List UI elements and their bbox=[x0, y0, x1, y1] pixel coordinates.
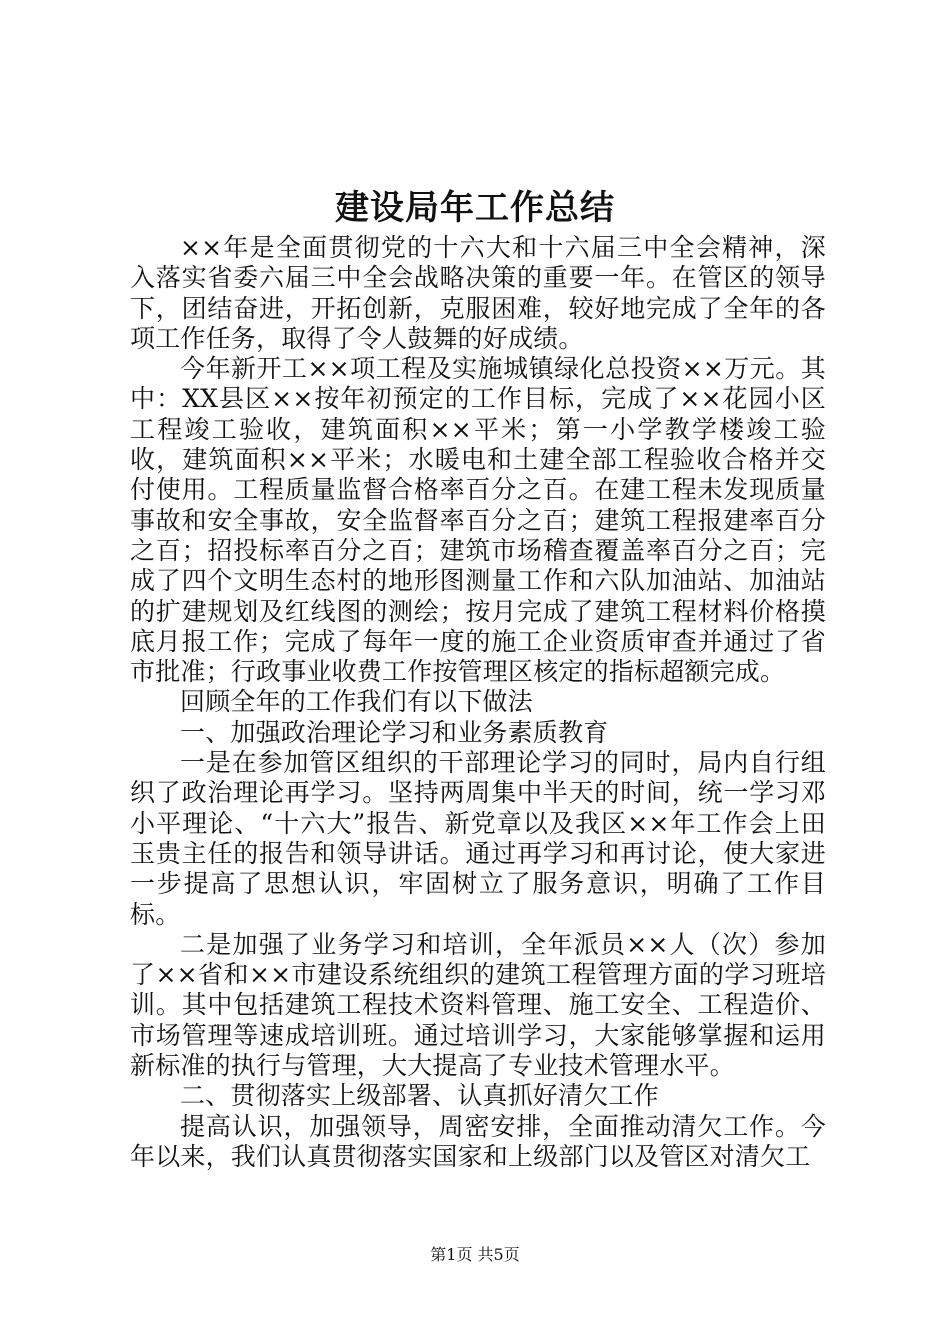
paragraph-political-study: 一是在参加管区组织的干部理论学习的同时，局内自行组织了政治理论再学习。坚持两周集中半天的时间，统一学习邓小平理论、“十六大”报告、新党章以及我区××年工作会上田玉贵主任的报告和领导讲话。通过再学习和再讨论，使大家进一步提高了思想认识，牢固树立了服务意识，明确了工作目标。 bbox=[130, 748, 826, 929]
paragraph-intro: ××年是全面贯彻党的十六大和十六届三中全会精神，深入落实省委六届三中全会战略决策的重要一年。在管区的领导下，团结奋进，开拓创新，克服困难，较好地完成了全年的各项工作任务，取得了令人鼓舞的好成绩。 bbox=[130, 233, 826, 353]
section-heading-2: 二、贯彻落实上级部署、认真抓好清欠工作 bbox=[180, 1081, 659, 1111]
document-body bbox=[130, 233, 826, 1172]
section-heading-1: 一、加强政治理论学习和业务素质教育 bbox=[180, 717, 609, 747]
paragraph-achievements: 今年新开工××项工程及实施城镇绿化总投资××万元。其中：XX县区××按年初预定的工作目标，完成了××花园小区工程竣工验收，建筑面积××平米；第一小学教学楼竣工验收，建筑面积××平米；水暖电和土建全部工程验收合格并交付使用。工程质量监督合格率百分之百。在建工程未发现质量事故和安全事故，安全监督率百分之百；建筑工程报建率百分之百；招投标率百分之百；建筑市场稽查覆盖率百分之百；完成了四个文明生态村的地形图测量工作和六队加油站、加油站的扩建规划及红线图的测绘；按月完成了建筑工程材料价格摸底月报工作；完成了每年一度的施工企业资质审查并通过了省市批准；行政事业收费工作按管理区核定的指标超额完成。 bbox=[130, 354, 826, 687]
paragraph-review: 回顾全年的工作我们有以下做法 bbox=[180, 687, 533, 717]
paragraph-arrears: 提高认识，加强领导，周密安排，全面推动清欠工作。今年以来，我们认真贯彻落实国家和上级部门以及管区对清欠工 bbox=[130, 1111, 826, 1171]
page-number: 第1页 共5页 bbox=[430, 1245, 520, 1264]
document-title: 建设局年工作总结 bbox=[335, 188, 615, 228]
paragraph-training: 二是加强了业务学习和培训，全年派员××人（次）参加了××省和××市建设系统组织的建筑工程管理方面的学习班培训。其中包括建筑工程技术资料管理、施工安全、工程造价、市场管理等速成培训班。通过培训学习，大家能够掌握和运用新标准的执行与管理，大大提高了专业技术管理水平。 bbox=[130, 929, 826, 1081]
